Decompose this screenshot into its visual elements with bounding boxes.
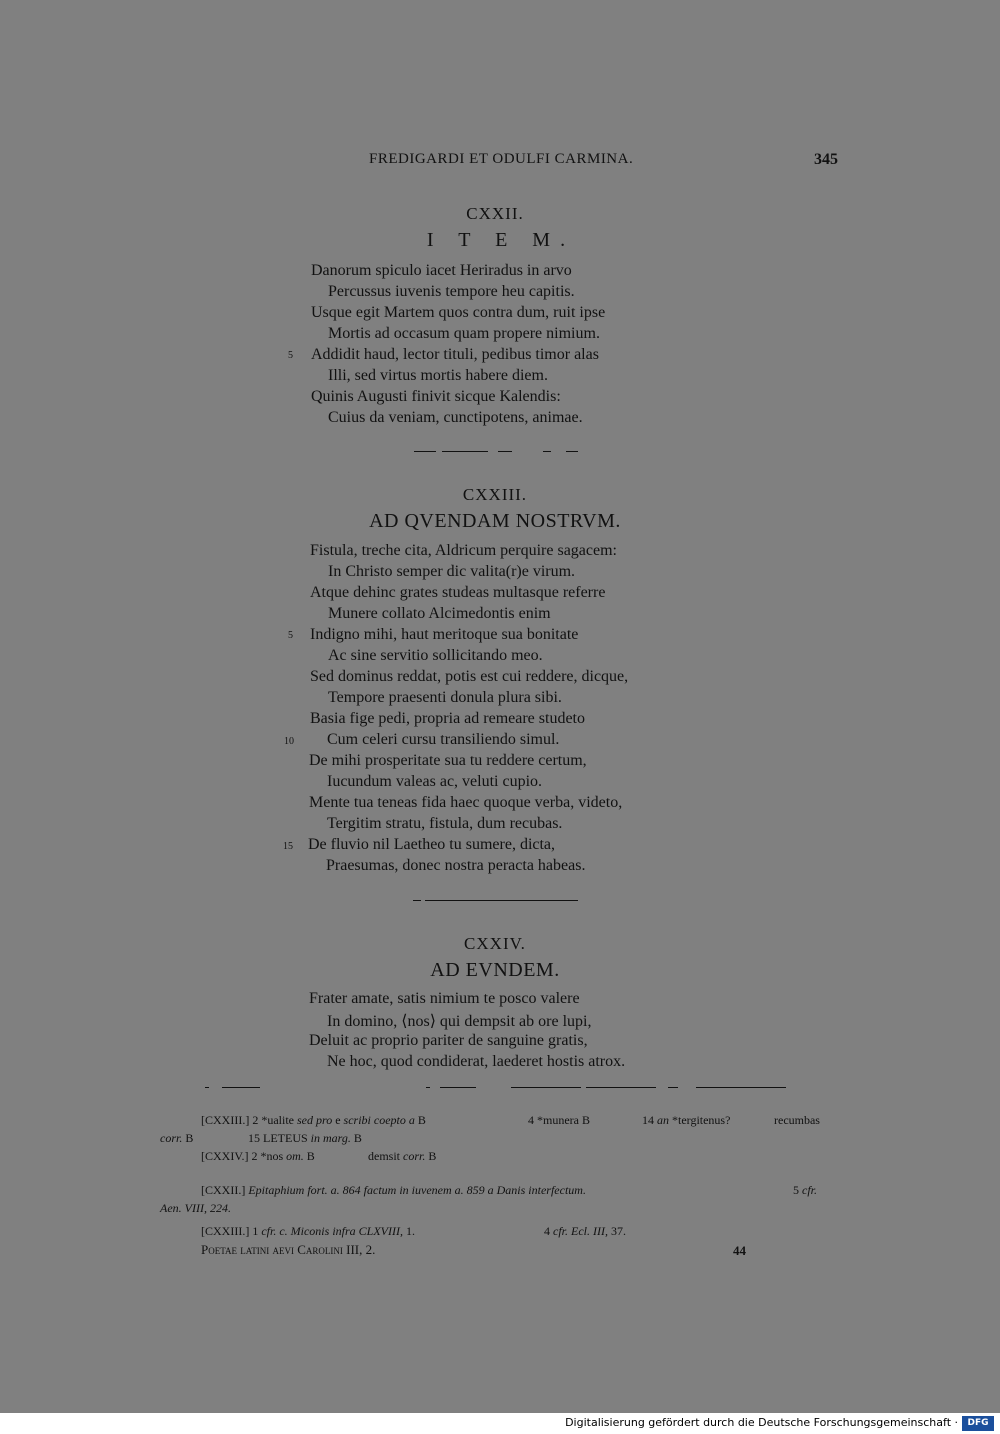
apparatus-entry: demsit corr. B: [368, 1149, 437, 1163]
digitization-footer: [0, 1413, 1000, 1434]
verse-line: Percussus iuvenis tempore heu capitis.: [328, 283, 575, 300]
source-note: 5 cfr.: [793, 1183, 817, 1197]
rule-segment: [511, 1087, 581, 1088]
apparatus-entry: [CXXIII.] 2 *ualite sed pro e scribi coepto a B: [201, 1113, 426, 1127]
separator-rule: [414, 451, 436, 452]
verse-line: Illi, sed virtus mortis habere diem.: [328, 367, 548, 384]
sheet-number: 44: [733, 1243, 746, 1258]
verse-line: Praesumas, donec nostra peracta habeas.: [326, 857, 586, 874]
rule-segment: [668, 1087, 678, 1088]
verse-line: De fluvio nil Laetheo tu sumere, dicta,: [308, 836, 556, 853]
line-number: 5: [288, 350, 293, 361]
verse-line: Tempore praesenti donula plura sibi.: [328, 689, 562, 706]
verse-line: Ac sine servitio sollicitando meo.: [328, 647, 543, 664]
apparatus-entry: corr. B: [160, 1131, 194, 1145]
poem-number: CXXII.: [466, 204, 524, 223]
poem-title: I T E M.: [426, 229, 576, 251]
rule-segment: [586, 1087, 656, 1088]
apparatus-entry: 14 an *tergitenus?: [642, 1113, 731, 1127]
verse-line: Usque egit Martem quos contra dum, ruit ipse: [311, 304, 606, 321]
rule-segment: [222, 1087, 260, 1088]
verse-line: Munere collato Alcimedontis enim: [328, 605, 551, 622]
verse-line: Tergitim stratu, fistula, dum recubas.: [327, 815, 563, 832]
separator-rule: [543, 451, 551, 452]
verse-line: Mente tua teneas fida haec quoque verba, videto,: [309, 794, 623, 811]
separator-rule: [442, 451, 488, 452]
poem-number: CXXIV.: [464, 934, 526, 953]
verse-line: In Christo semper dic valita(r)e virum.: [328, 563, 576, 580]
verse-line: Addidit haud, lector tituli, pedibus timor alas: [311, 346, 599, 363]
source-note: 4 cfr. Ecl. III, 37.: [544, 1224, 626, 1238]
line-number: 5: [288, 630, 293, 641]
verse-line: Indigno mihi, haut meritoque sua bonitate: [310, 626, 579, 643]
poem-number: CXXIII.: [462, 485, 528, 504]
source-note: [CXXII.] Epitaphium fort. a. 864 factum in iuvenem a. 859 a Danis interfectum.: [201, 1183, 586, 1197]
poem-title: AD QVENDAM NOSTRVM.: [369, 510, 621, 532]
source-note: Aen. VIII, 224.: [160, 1201, 231, 1215]
verse-line: In domino, ⟨nos⟩ qui dempsit ab ore lupi,: [327, 1013, 592, 1030]
verse-line: Ne hoc, quod condiderat, laederet hostis atrox.: [327, 1053, 626, 1070]
footer-credit: Digitalisierung gefördert durch die Deutsche Forschungsgemeinschaft ·: [565, 1416, 958, 1429]
verse-line: Frater amate, satis nimium te posco valere: [309, 990, 580, 1007]
rule-segment: [696, 1087, 786, 1088]
verse-line: Atque dehinc grates studeas multasque referre: [310, 584, 606, 601]
verse-line: De mihi prosperitate sua tu reddere certum,: [309, 752, 587, 769]
verse-line: Cuius da veniam, cunctipotens, animae.: [328, 409, 583, 426]
verse-line: Sed dominus reddat, potis est cui reddere, dicque,: [310, 668, 629, 685]
line-number: 15: [283, 841, 293, 852]
verse-line: Danorum spiculo iacet Heriradus in arvo: [311, 262, 572, 279]
apparatus-entry: 4 *munera B: [528, 1113, 590, 1127]
rule-segment: [426, 1087, 430, 1088]
separator-rule: [566, 451, 578, 452]
dfg-logo[interactable]: DFG: [962, 1416, 994, 1431]
separator-rule: [413, 900, 421, 901]
apparatus-entry: 15 LETEUS in marg. B: [248, 1131, 362, 1145]
verse-line: Basia fige pedi, propria ad remeare studeto: [310, 710, 585, 727]
verse-line: Mortis ad occasum quam propere nimium.: [328, 325, 600, 342]
page-number: 345: [814, 151, 838, 168]
verse-line: Fistula, treche cita, Aldricum perquire sagacem:: [310, 542, 617, 559]
source-note: [CXXIII.] 1 cfr. c. Miconis infra CLXVIII, 1.: [201, 1224, 415, 1238]
verse-line: Cum celeri cursu transiliendo simul.: [327, 731, 560, 748]
signature-line: Poetae latini aevi Carolini III, 2.: [201, 1242, 376, 1257]
apparatus-entry: [CXXIV.] 2 *nos om. B: [201, 1149, 315, 1163]
verse-line: Iucundum valeas ac, veluti cupio.: [327, 773, 543, 790]
rule-segment: [440, 1087, 476, 1088]
running-title: FREDIGARDI ET ODULFI CARMINA.: [369, 151, 634, 167]
separator-rule: [425, 900, 578, 901]
verse-line: Quinis Augusti finivit sicque Kalendis:: [311, 388, 561, 405]
line-number: 10: [284, 736, 294, 747]
verse-line: Deluit ac proprio pariter de sanguine gratis,: [309, 1032, 588, 1049]
apparatus-entry: recumbas: [774, 1113, 820, 1127]
poem-title: AD EVNDEM.: [430, 959, 560, 981]
separator-rule: [498, 451, 512, 452]
rule-segment: [205, 1087, 209, 1088]
